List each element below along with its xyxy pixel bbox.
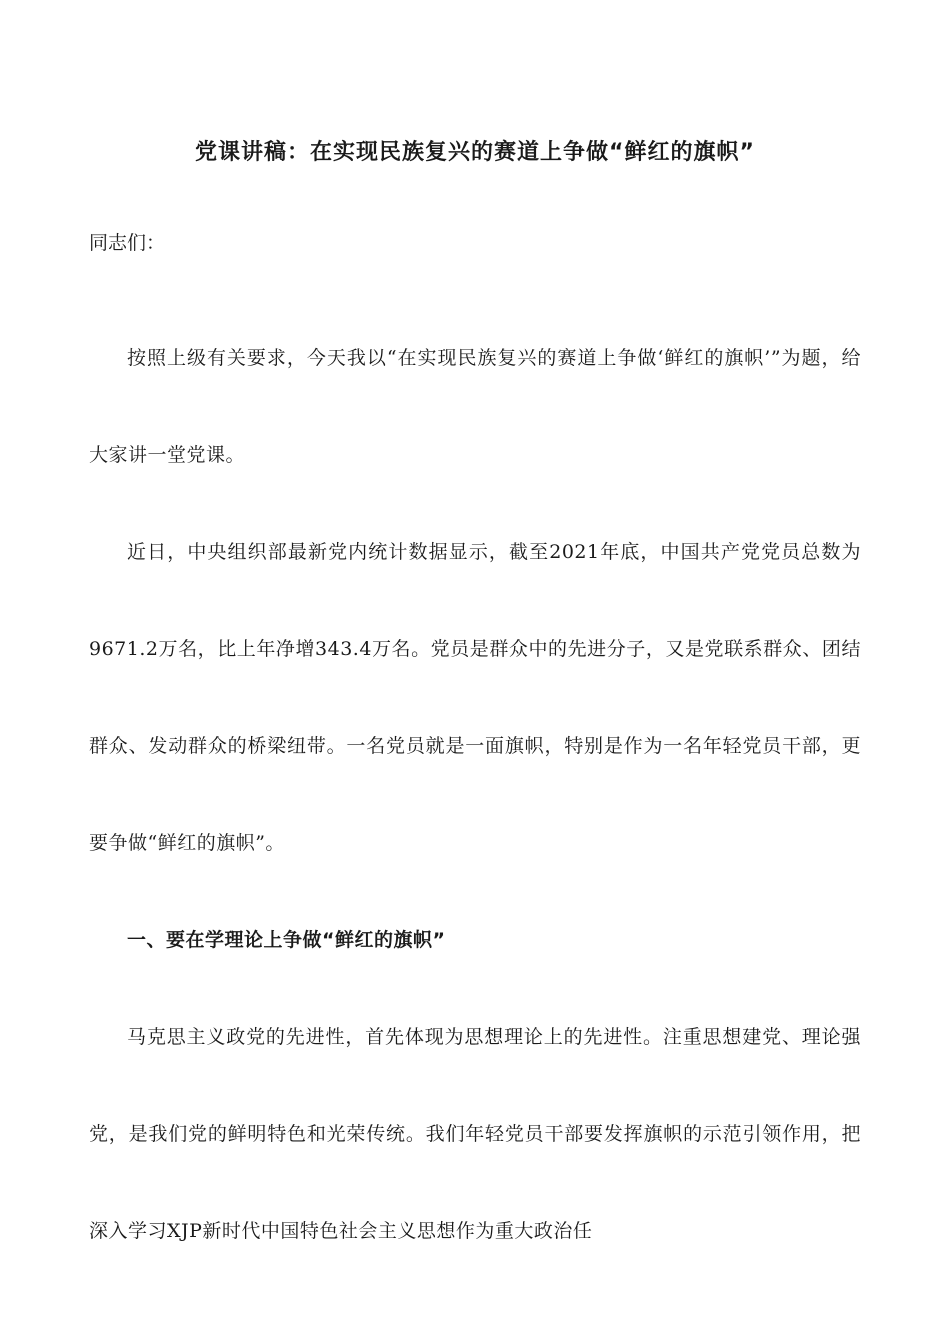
salutation: 同志们： xyxy=(89,232,166,254)
paragraph-intro: 按照上级有关要求，今天我以“在实现民族复兴的赛道上争做‘鲜红的旗帜’”为题，给大家讲一堂党课。 xyxy=(89,347,861,466)
section-heading: 一、要在学理论上争做“鲜红的旗帜” xyxy=(127,929,446,951)
paragraph-section-one: 马克思主义政党的先进性，首先体现为思想理论上的先进性。注重思想建党、理论强党，是我们党的鲜明特色和光荣传统。我们年轻党员干部要发挥旗帜的示范引领作用，把深入学习XJP新时代中国特色社会主义思想作为重大政治任 xyxy=(89,1026,861,1242)
paragraph-statistics: 近日，中央组织部最新党内统计数据显示，截至2021年底，中国共产党党员总数为9671.2万名，比上年净增343.4万名。党员是群众中的先进分子，又是党联系群众、团结群众、发动群众的桥梁纽带。一名党员就是一面旗帜，特别是作为一名年轻党员干部，更要争做“鲜红的旗帜”。 xyxy=(89,541,861,854)
document-body xyxy=(89,310,861,1280)
document-title: 党课讲稿：在实现民族复兴的赛道上争做“鲜红的旗帜” xyxy=(195,140,755,165)
